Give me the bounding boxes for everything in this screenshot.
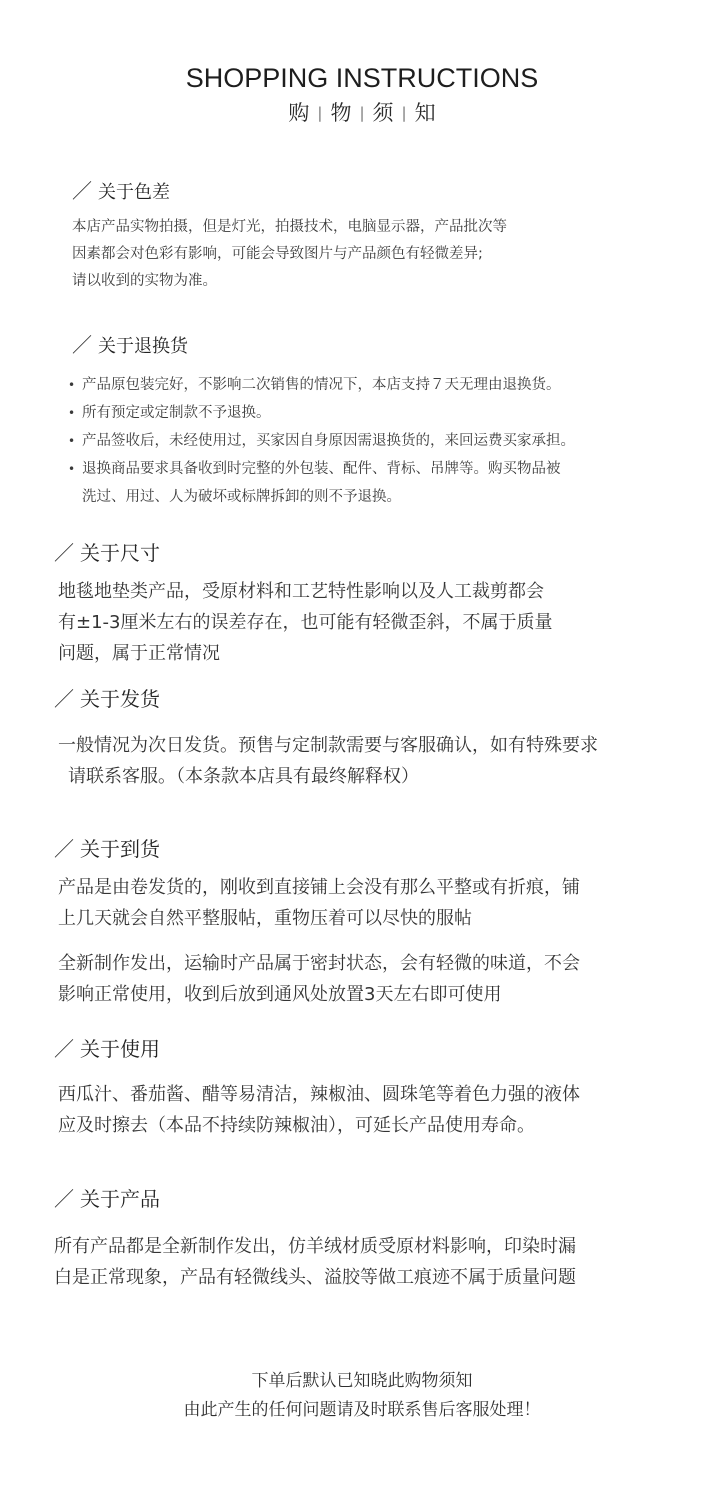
bullet-icon: • <box>68 406 76 420</box>
slash-icon: ／ <box>54 1037 74 1061</box>
text-line: 一般情况为次日发货。预售与定制款需要与客服确认，如有特殊要求 <box>58 735 598 756</box>
bullet-continuation: 洗过、用过、人为破坏或标牌拆卸的则不予退换。 <box>82 489 401 505</box>
text-line: 请联系客服。（本条款本店具有最终解释权） <box>68 766 419 787</box>
text-line: 应及时擦去（本品不持续防辣椒油），可延长产品使用寿命。 <box>58 1115 535 1136</box>
section-title-usage: ／ 关于使用 <box>54 1037 160 1061</box>
text-line: 上几天就会自然平整服帖，重物压着可以尽快的服帖 <box>58 908 472 929</box>
title-separator: | <box>401 104 407 122</box>
text-line: 白是正常现象，产品有轻微线头、溢胶等做工痕迹不属于质量问题 <box>54 1267 576 1288</box>
slash-icon: ／ <box>54 1187 74 1211</box>
bullet-item: • 产品原包装完好，不影响二次销售的情况下，本店支持７天无理由退换货。 <box>68 371 575 399</box>
section-title-shipping: ／ 关于发货 <box>54 687 160 711</box>
page-title-zh <box>0 98 724 130</box>
page-title-en: SHOPPING INSTRUCTIONS <box>185 63 539 93</box>
text-line: 产品是由卷发货的，刚收到直接铺上会没有那么平整或有折痕，铺 <box>58 877 580 898</box>
section-body-arrival-1 <box>58 872 580 934</box>
text-line: 有±1-3厘米左右的误差存在，也可能有轻微歪斜，不属于质量 <box>58 612 553 633</box>
footer-line: 由此产生的任何问题请及时联系售后客服处理！ <box>183 1400 541 1420</box>
footer-notice <box>0 1367 724 1425</box>
bullet-item: • 所有预定或定制款不予退换。 <box>68 399 575 427</box>
section-title-arrival: ／ 关于到货 <box>54 837 160 861</box>
section-body-arrival-2 <box>58 948 580 1010</box>
slash-icon: ／ <box>72 333 92 357</box>
text-line: 本店产品实物拍摄，但是灯光，拍摄技术，电脑显示器，产品批次等 <box>72 219 507 235</box>
section-body-shipping <box>58 730 598 792</box>
slash-icon: ／ <box>54 687 74 711</box>
slash-icon: ／ <box>54 541 74 565</box>
section-title-product: ／ 关于产品 <box>54 1187 160 1211</box>
section-body-color <box>72 214 507 295</box>
footer-line: 下单后默认已知晓此购物须知 <box>251 1371 473 1391</box>
bullet-item: • 退换商品要求具备收到时完整的外包装、配件、背标、吊牌等。购买物品被 <box>68 455 575 483</box>
title-char: 知 <box>414 101 436 125</box>
section-body-product <box>54 1231 576 1293</box>
bullet-item: • 产品签收后，未经使用过，买家因自身原因需退换货的，来回运费买家承担。 <box>68 427 575 455</box>
title-separator: | <box>359 104 365 122</box>
section-title-returns: ／ 关于退换货 <box>72 333 188 357</box>
text-line: 地毯地垫类产品，受原材料和工艺特性影响以及人工裁剪都会 <box>58 581 544 602</box>
title-separator: | <box>317 104 323 122</box>
section-body-size <box>58 576 552 669</box>
text-line: 问题，属于正常情况 <box>58 643 220 664</box>
text-line: 影响正常使用，收到后放到通风处放置3天左右即可使用 <box>58 984 502 1005</box>
text-line: 西瓜汁、番茄酱、醋等易清洁，辣椒油、圆珠笔等着色力强的液体 <box>58 1084 580 1105</box>
bullet-icon: • <box>68 434 76 448</box>
section-body-returns <box>68 371 575 511</box>
title-char: 须 <box>372 101 394 125</box>
bullet-icon: • <box>68 462 76 476</box>
slash-icon: ／ <box>54 837 74 861</box>
title-char: 物 <box>330 101 352 125</box>
section-title-size: ／ 关于尺寸 <box>54 541 160 565</box>
section-body-usage <box>58 1079 580 1141</box>
text-line: 请以收到的实物为准。 <box>72 273 217 289</box>
title-char: 购 <box>288 101 310 125</box>
text-line: 全新制作发出，运输时产品属于密封状态，会有轻微的味道，不会 <box>58 953 580 974</box>
section-title-color: ／ 关于色差 <box>72 179 170 203</box>
bullet-icon: • <box>68 378 76 392</box>
text-line: 所有产品都是全新制作发出，仿羊绒材质受原材料影响，印染时漏 <box>54 1236 576 1257</box>
slash-icon: ／ <box>72 179 92 203</box>
text-line: 因素都会对色彩有影响，可能会导致图片与产品颜色有轻微差异; <box>72 246 483 262</box>
